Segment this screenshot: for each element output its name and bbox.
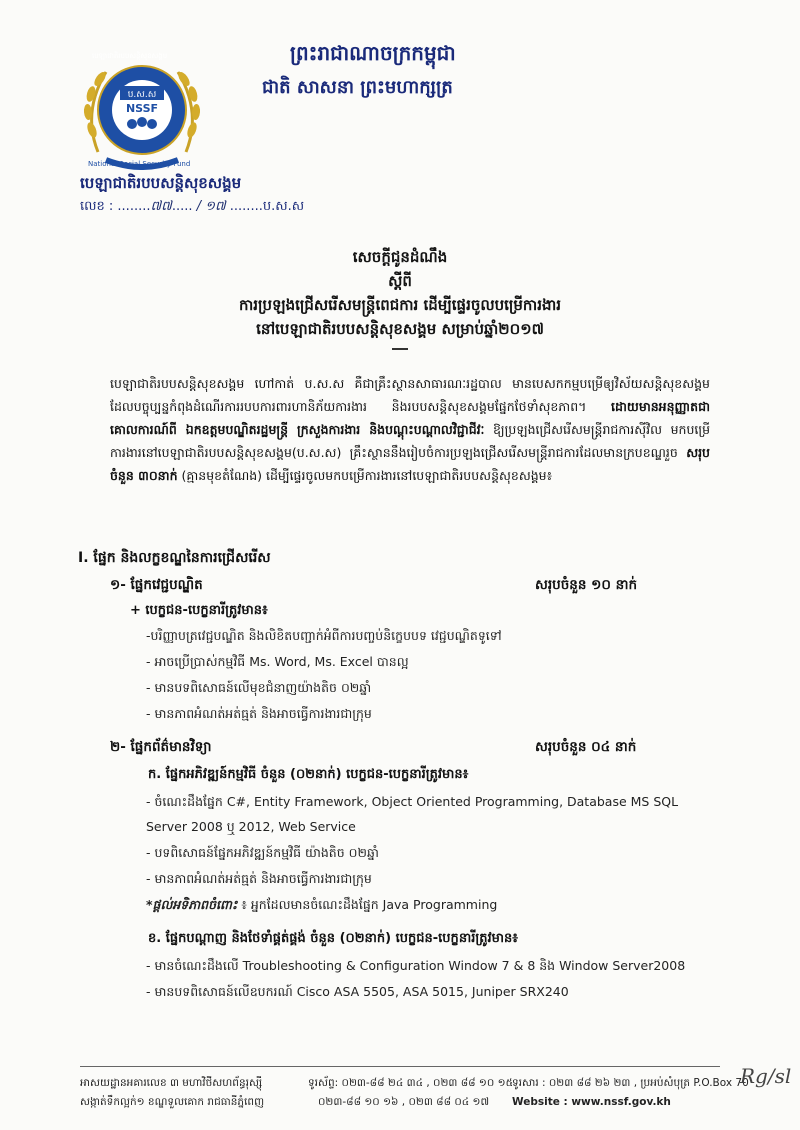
footer-telephone: ទូរស័ព្ទ: ០២៣-៨៨ ២៤ ៣៤ , ០២៣ ៨៨ ១០ ១៥ ០២៣-៨៨ ១០ ១៦ , ០២៣ ៨៨ ០៤ ១៧ (308, 1077, 514, 1108)
subsection-it-count: សរុបចំនួន ០៤ នាក់ (535, 739, 637, 755)
reference-number: លេខ : ........៧៧..... / ១៧ ........ប.ស.ស (80, 199, 305, 214)
intro-paragraph: បេឡាជាតិរបបសន្តិសុខសង្គម ហៅកាត់ ប.ស.ស គឺជាគ្រឹះស្ថានសាធារណៈរដ្ឋបាល មានបេសកកម្មបម្រើឲ្យវិស័យសន្តិសុខសង្គម ដែលបច្ចុប្បន្នកំពុងដំណើរការរបបការពារហានិភ័យការងារ និងរបបសន្តិសុខសង្គមផ្នែកថែទាំសុខភាព។ ដោយមានអនុញ្ញាតជាគោលការណ៍ពី ឯកឧត្តមបណ្ឌិតរដ្ឋមន្ត្រី ក្រសួងការងារ និងបណ្តុះបណ្តាលវិជ្ជាជីវៈ ឱ្យប្រឡងជ្រើសរើសមន្ត្រីរាជការស៊ីវិល មកបម្រើការងារនៅបេឡាជាតិរបបសន្តិសុខសង្គម(ប.ស.ស) គ្រឹះស្ថាននឹងរៀបចំការប្រឡងជ្រើសរើសមន្ត្រីរាជការដែលមានក្របខណ្ឌរួច សរុបចំនួន ៣០នាក់ (គ្មានមុខតំណែង) ដើម្បីផ្ទេរចូលមកបម្រើការងារនៅបេឡាជាតិរបបសន្តិសុខសង្គម៖ (110, 376, 710, 483)
national-motto: ជាតិ សាសនា ព្រះមហាក្សត្រ (262, 77, 453, 98)
list-item: - អាចប្រើប្រាស់កម្មវិធី Ms. Word, Ms. Excel បានល្អ (146, 654, 409, 669)
organization-name: បេឡាជាតិរបបសន្តិសុខសង្គម (80, 174, 242, 192)
software-dev-title: ក. ផ្នែកអភិវឌ្ឍន៍កម្មវិធី ចំនួន (០២នាក់) បេក្ខជន-បេក្ខនារីត្រូវមាន៖ (148, 767, 469, 782)
logo-abbr-en: NSSF (125, 102, 159, 115)
list-item: - មានបទពិសោធន៍លើមុខជំនាញយ៉ាងតិច ០២ឆ្នាំ (146, 680, 372, 695)
ref-suffix: ប.ស.ស (262, 199, 305, 214)
footer-divider (80, 1066, 720, 1067)
title-divider (392, 348, 408, 350)
list-item: - មានភាពអំណត់អត់ធ្មត់ និងអាចធ្វើការងារជាក្រុម (146, 871, 372, 886)
footer-website: Website : www.nssf.gov.kh (512, 1096, 671, 1108)
list-item: - មានចំណេះដឹងលើ Troubleshooting & Configuration Window 7 & 8 និង Window Server2008 (146, 958, 686, 973)
kingdom-heading: ព្រះរាជាណាចក្រកម្ពុជា (290, 41, 456, 65)
list-item: -បរិញ្ញាបត្រវេជ្ជបណ្ឌិត និងលិខិតបញ្ជាក់អំពីការបញ្ចប់និក្ខេបបទ វេជ្ជបណ្ឌិតទូទៅ (146, 628, 502, 643)
ref-number: ៧៧ (150, 199, 172, 214)
list-item: - បទពិសោធន៍ផ្នែកអភិវឌ្ឍន៍កម្មវិធី យ៉ាងតិច ០២ឆ្នាំ (146, 845, 379, 860)
notice-subject-line1: ការប្រឡងជ្រើសរើសមន្ត្រីពេជការ ដើម្បីផ្ទេរចូលបម្រើការងារ (239, 296, 561, 314)
medical-requirements-label: + បេក្ខជន-បេក្ខនារីត្រូវមាន៖ (130, 603, 268, 618)
network-title: ខ. ផ្នែកបណ្តាញ និងថែទាំផ្គត់ផ្គង់ ចំនួន (០២នាក់) បេក្ខជន-បេក្ខនារីត្រូវមាន៖ (148, 931, 518, 946)
list-item: - ចំណេះដឹងផ្នែក C#, Entity Framework, Object Oriented Programming, Database MS SQL (146, 794, 679, 809)
notice-title: សេចក្តីជូនដំណឹង (352, 248, 448, 266)
subsection-it-title: ២- ផ្នែកព័ត៌មានវិទ្យា (110, 739, 212, 755)
notice-subject-line2: នៅបេឡាជាតិរបបសន្តិសុខសង្គម សម្រាប់ឆ្នាំ២០១៧ (256, 320, 544, 338)
handwritten-initials: Rg/sl (740, 1064, 792, 1088)
ref-year: / ១៧ (196, 199, 226, 214)
logo-top-text: បេឡាជាតិរបបសន្តិសុខសង្គម (92, 52, 168, 60)
list-item: - មានបទពិសោធន៍លើឧបករណ៍ Cisco ASA 5505, ASA 5015, Juniper SRX240 (146, 984, 569, 999)
subsection-medical-title: ១- ផ្នែកវេជ្ជបណ្ឌិត (110, 577, 203, 593)
section-heading: I. ផ្នែក និងលក្ខខណ្ឌនៃការជ្រើសរើស (78, 550, 271, 566)
logo-bottom-text: National Social Security Fund (88, 160, 191, 168)
list-item: Server 2008 ឬ 2012, Web Service (146, 819, 356, 834)
footer-fax: ទូរសារ : ០២៣ ៨៨ ២៦ ២៣ , ប្រអប់សំបុត្រ P.O.Box 70 Website : www.nssf.gov.kh (512, 1074, 749, 1112)
logo-abbr-kh: ប.ស.ស (127, 90, 157, 100)
footer-address: អាសយដ្ឋានអគារលេខ ៣ មហាវិថីសហព័ន្ធរុស្ស៊ី សង្កាត់ទឹកល្អក់១ ខណ្ឌទួលគោក រាជធានីភ្នំពេញ (80, 1077, 265, 1108)
subsection-medical-count: សរុបចំនួន ១០ នាក់ (535, 577, 638, 593)
priority-note: *ផ្តល់អទិភាពចំពោះ ៖ អ្នកដែលមានចំណេះដឹងផ្នែក Java Programming (146, 897, 498, 912)
notice-subject-label: ស្តីពី (388, 272, 412, 290)
nssf-logo (76, 52, 208, 170)
ref-prefix: លេខ : (80, 199, 114, 214)
list-item: - មានភាពអំណត់អត់ធ្មត់ និងអាចធ្វើការងារជាក្រុម (146, 706, 372, 721)
